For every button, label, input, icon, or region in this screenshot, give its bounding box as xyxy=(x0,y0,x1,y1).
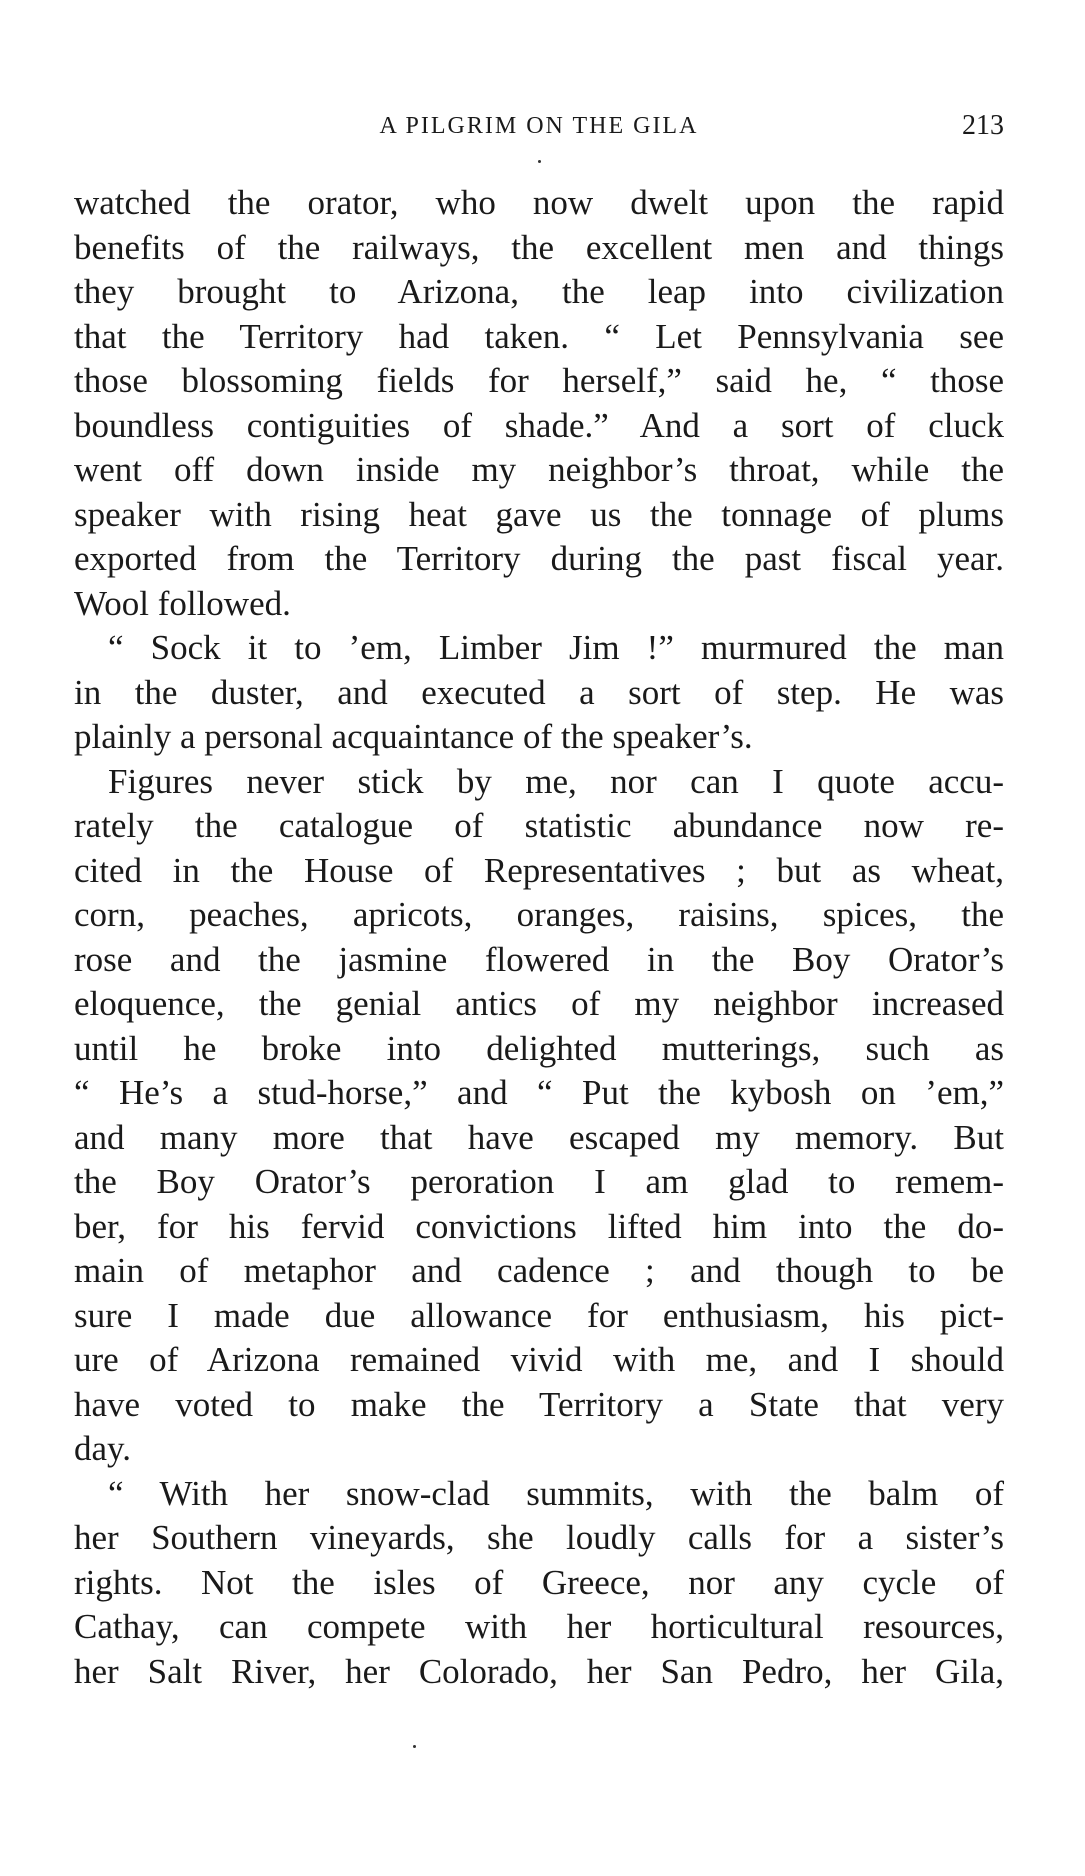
text-line: ure of Arizona remained vivid with me, and I should xyxy=(74,1340,1004,1379)
print-speck xyxy=(538,160,541,163)
text-line: sure I made due allowance for enthusiasm, his pict- xyxy=(74,1295,1004,1335)
text-line: Cathay, can compete with her horticultural resources, xyxy=(74,1607,1004,1646)
text-line: her Salt River, her Colorado, her San Pedro, her Gila, xyxy=(74,1651,1004,1691)
text-line: cited in the House of Representatives ; but as wheat, xyxy=(74,850,1004,890)
text-line: “ Sock it to ’em, Limber Jim !” murmured the man xyxy=(108,628,1004,667)
text-line: eloquence, the genial antics of my neighbor increased xyxy=(74,984,1004,1023)
text-line: benefits of the railways, the excellent men and things xyxy=(74,227,1004,267)
print-speck xyxy=(413,1745,416,1748)
body-text xyxy=(74,181,1004,1694)
text-line: until he broke into delighted mutterings, such as xyxy=(74,1028,1004,1068)
text-line: in the duster, and executed a sort of step. He was xyxy=(74,672,1004,712)
text-line: have voted to make the Territory a State that very xyxy=(74,1384,1004,1424)
text-line: her Southern vineyards, she loudly calls for a sister’s xyxy=(74,1518,1004,1557)
text-line: rately the catalogue of statistic abundance now re- xyxy=(74,806,1004,845)
text-line: rose and the jasmine flowered in the Boy Orator’s xyxy=(74,939,1004,979)
text-line: the Boy Orator’s peroration I am glad to remem- xyxy=(74,1162,1004,1201)
text-line: “ With her snow-clad summits, with the balm of xyxy=(108,1473,1004,1513)
text-line: ber, for his fervid convictions lifted him into the do- xyxy=(74,1206,1004,1246)
running-title: A PILGRIM ON THE GILA xyxy=(379,113,699,139)
text-line: plainly a personal acquaintance of the speaker’s. xyxy=(74,717,753,756)
text-line: they brought to Arizona, the leap into civilization xyxy=(74,272,1004,311)
text-line: “ He’s a stud-horse,” and “ Put the kybosh on ’em,” xyxy=(74,1073,1004,1112)
text-line: those blossoming fields for herself,” said he, “ those xyxy=(74,361,1004,400)
text-line: corn, peaches, apricots, oranges, raisins, spices, the xyxy=(74,895,1004,934)
text-line: Wool followed. xyxy=(74,583,291,623)
text-line: main of metaphor and cadence ; and though to be xyxy=(74,1251,1004,1290)
text-line: and many more that have escaped my memory. But xyxy=(74,1117,1004,1157)
text-line: day. xyxy=(74,1429,132,1468)
text-line: watched the orator, who now dwelt upon the rapid xyxy=(74,183,1004,222)
text-line: exported from the Territory during the past fiscal year. xyxy=(74,539,1004,578)
text-line: that the Territory had taken. “ Let Pennsylvania see xyxy=(74,316,1004,356)
text-line: rights. Not the isles of Greece, nor any cycle of xyxy=(74,1562,1004,1602)
text-line: went off down inside my neighbor’s throat, while the xyxy=(74,450,1004,489)
running-head xyxy=(74,108,1004,144)
text-line: boundless contiguities of shade.” And a sort of cluck xyxy=(74,405,1004,445)
text-line: speaker with rising heat gave us the tonnage of plums xyxy=(74,494,1004,534)
page-number: 213 xyxy=(962,110,1004,141)
text-line: Figures never stick by me, nor can I quote accu- xyxy=(108,761,1004,801)
